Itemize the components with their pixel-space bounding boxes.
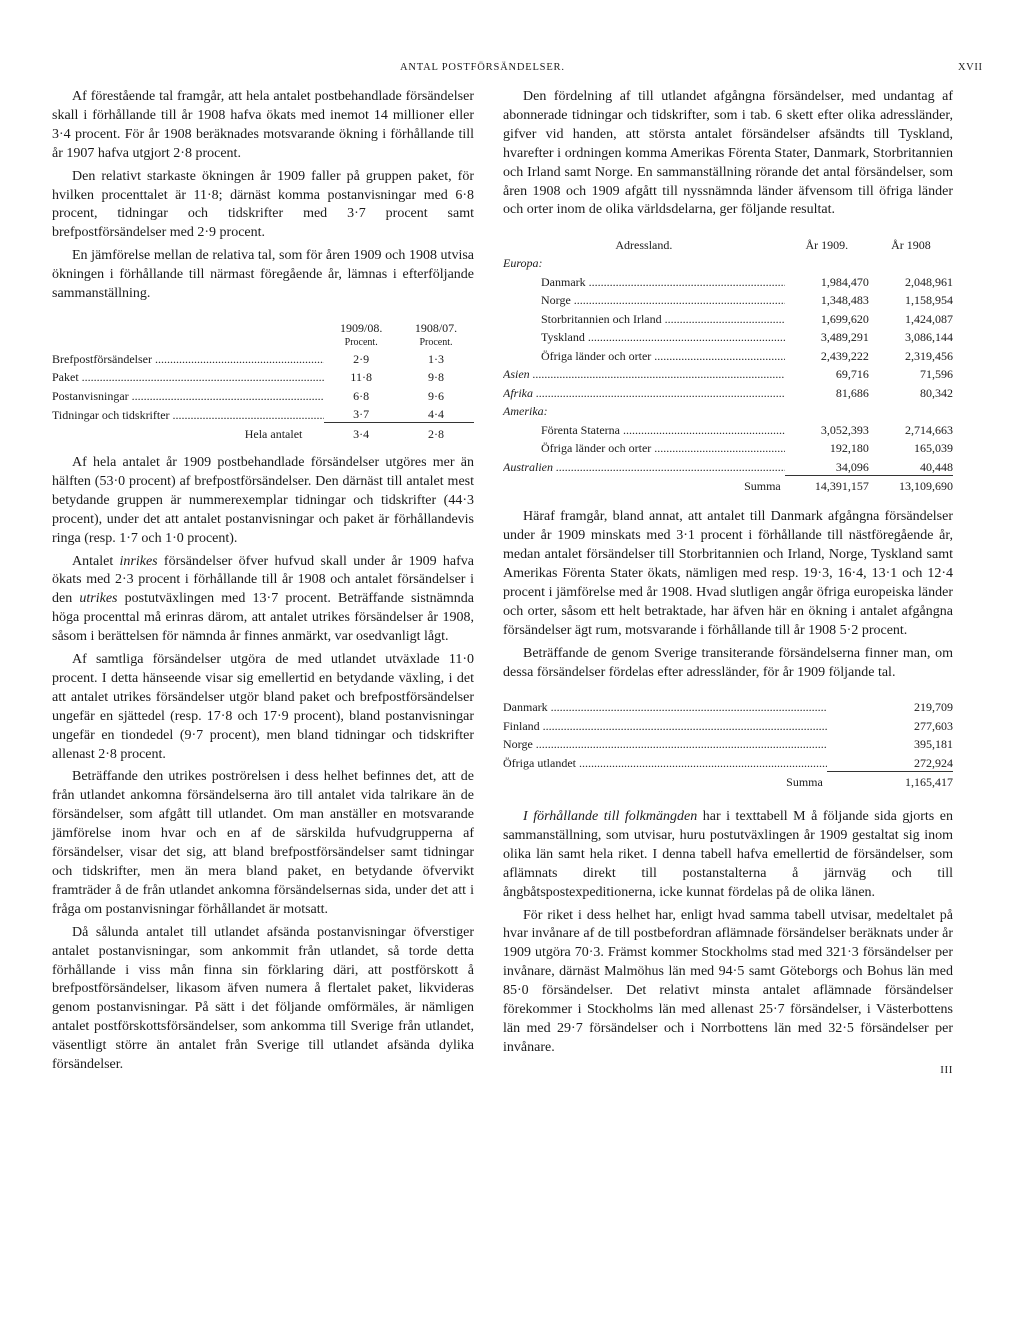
cell: 11·8: [350, 370, 372, 385]
column-header: År 1909.: [805, 237, 849, 252]
cell: 2,714,663: [905, 422, 953, 437]
row-label: Danmark .....: [503, 271, 785, 290]
row-label: Danmark .....: [503, 697, 827, 716]
cell: 1,424,087: [905, 311, 953, 326]
cell: 192,180: [829, 441, 869, 456]
row-label: Förenta Staterna .....: [503, 419, 785, 438]
cell: 9·8: [427, 370, 444, 385]
cell: 2,319,456: [905, 348, 953, 363]
cell: 40,448: [920, 459, 953, 474]
cell: 395,181: [914, 737, 953, 751]
row-label: Postanvisningar .....: [52, 385, 324, 404]
paragraph: Af förestående tal framgår, att hela antalet postbehandlade försändelser skall i förhållande till år 1908 hafva ökats med inemot 14 millioner eller 3·4 procent. För år 1908 beräknades motsvarande ökning i förhållande till år 1907 hafva utgjort 2·8 procent.: [52, 89, 474, 161]
row-label: Norge .....: [503, 734, 827, 753]
cell: 3·7: [353, 407, 370, 422]
total-label: Summa: [786, 775, 823, 789]
cell: 1,699,620: [820, 311, 869, 326]
column-header: 1909/08.: [340, 321, 383, 336]
cell: 13,109,690: [869, 475, 953, 494]
page-header: [0, 62, 1024, 82]
table-row: [503, 345, 953, 364]
percent-table: [52, 318, 474, 442]
region-label: Europa:: [503, 256, 543, 271]
paragraph: En jämförelse mellan de relativa tal, som för åren 1909 och 1908 utvisa ökningen i förhållande till närmast föregående år, lämnas i efterföljande sammanställning.: [52, 248, 474, 302]
cell: 4·4: [427, 407, 444, 422]
row-label: Öfriga länder och orter .....: [503, 438, 785, 457]
region-label: Amerika:: [503, 404, 548, 419]
cell: 9·6: [427, 388, 444, 403]
row-label: Norge .....: [503, 290, 785, 309]
column-header: År 1908: [891, 237, 931, 252]
cell: 6·8: [353, 388, 370, 403]
column-header: Adressland.: [615, 237, 673, 252]
cell: 81,686: [835, 385, 869, 400]
table-row: [503, 715, 953, 734]
total-row: [503, 475, 953, 494]
left-column: [52, 88, 474, 1075]
cell: 3·4: [324, 423, 398, 442]
paragraph: Då sålunda antalet till utlandet afsända postanvisningar öfverstiger antalet postanvisningar, som ankommit från utlandet, så torde detta förhållande i viss mån finna sin förklaring däri, att postförskott å brefpostförsändelser, likasom äfven numera å flertalet paket, likvideras genom postanvisningar. På sätt i det följande omförmäles, är nämligen antalet postförskottsförsändelser, som ankomma till Sverige från utlandet, väsentligt större än antalet från Sverige till utlandet afsända dylika försändelser.: [52, 924, 474, 1073]
table-row: [52, 385, 474, 404]
total-row: [52, 423, 474, 442]
paragraph: Beträffande den utrikes poströrelsen i dess helhet befinnes det, att de från utlandet ankomna försändelserna äro till antalet vida talrikare än de försändelser, som afgått till utlandet. Om man anställer en motsvarande jämförelse inom hvar och en af de särskilda hufvudgrupperna af försändelser, visar det sig, att bland brefpostförsändelser samt tidningar och tidskrifter, men än mera bland paket, en betydande öfvervikt framträder å de från utlandet ankomna försändelsernas sida, under det att i fråga om postanvisningar förhållandet är motsatt.: [52, 769, 474, 917]
cell: 1·3: [427, 351, 444, 366]
cell: 219,709: [914, 700, 953, 714]
table-row: [52, 348, 474, 367]
cell: 1,165,417: [827, 771, 953, 790]
table-row: [503, 327, 953, 346]
cell: 14,391,157: [785, 475, 869, 494]
region-label: Afrika .....: [503, 382, 785, 401]
table-row: [503, 734, 953, 753]
table-row: [503, 697, 953, 716]
paragraph: Antalet inrikes försändelser öfver hufvud skall under år 1909 hafva ökats med 2·3 procent i förhållande till år 1908 och antalet försändelser i den utrikes postutväxlingen med 13·7 procent. Beträffande sistnämnda höga procenttal må erinras därom, att antalet utrikes försändelser år 1908, såsom i berättelsen för nämnda år finnes anmärkt, var osedvanligt lågt.: [52, 553, 474, 645]
cell: 2·9: [353, 351, 370, 366]
region-label: Asien .....: [503, 364, 785, 383]
running-title: ANTAL POSTFÖRSÄNDELSER.: [400, 62, 565, 73]
table-row: [503, 752, 953, 771]
row-label: Öfriga länder och orter .....: [503, 345, 785, 364]
cell: 69,716: [835, 367, 869, 382]
cell: 71,596: [920, 367, 953, 382]
cell: 34,096: [835, 459, 869, 474]
paragraph: Den fördelning af till utlandet afgångna försändelser, med undantag af abonnerade tidningar och tidskrifter, som i tab. 6 skett efter olika adressländer, gifver vid handen, att största antalet försändelser afsändts till Tyskland, hvarefter i ordningen komma Amerikas Förenta Stater, Danmark, Storbritannien och Irland samt Norge. En sammanställning rörande det antal försändelser, som åren 1908 och 1909 afgått till nyssnämnda länder äfvensom till öfriga länder och orter inom de olika världsdelarna, ger följande resultat.: [503, 89, 953, 218]
table-row: [503, 456, 953, 475]
cell: 272,924: [914, 755, 953, 770]
cell: 3,489,291: [820, 330, 869, 345]
row-label: Paket .....: [52, 367, 324, 386]
cell: 2,048,961: [905, 274, 953, 289]
row-label: Brefpostförsändelser .....: [52, 348, 324, 367]
total-row: [503, 771, 953, 790]
table-row: [503, 308, 953, 327]
paragraph: För riket i dess helhet har, enligt hvad samma tabell utvisar, medeltalet på hvar invånare af de till postbefordran aflämnade försändelser beräknats under år 1909 utgöra 70·3. Främst kommer Stockholms stad med 321·3 försändelser per invånare, därnäst Malmöhus län med 94·5 samt Göteborgs och Bohus län med 85·0 försändelser. Det relativt minsta antalet aflämnade försändelser förekommer i Stockholms län med allenast 25·7 försändelser, i Västerbottens län med 29·7 försändelser och i Norrbottens län med 32·5 försändelser per invånare.: [503, 907, 953, 1055]
row-label: Tyskland .....: [503, 327, 785, 346]
row-label: Finland .....: [503, 715, 827, 734]
paragraph: I förhållande till folkmängden har i texttabell M å följande sida gjorts en sammanställning, som utvisar, huru postutväxlingen år 1909 gestaltat sig inom olika län samt hela riket. I denna tabell hafva emellertid de försändelser, som aflämnats direkt till postanstalterna å järnväg och till ångbåtspostexpeditionerna, icke kunnat fördelas på de olika länen.: [503, 809, 953, 900]
cell: 165,039: [914, 441, 953, 456]
cell: 1,158,954: [905, 293, 953, 308]
row-label: Öfriga utlandet .....: [503, 752, 827, 771]
transit-table: [503, 697, 953, 791]
region-label: Australien .....: [503, 456, 785, 475]
footer-numeral: III: [940, 1063, 953, 1076]
cell: 2,439,222: [820, 348, 869, 363]
cell: 1,984,470: [820, 274, 869, 289]
page-numeral: XVII: [958, 62, 983, 73]
table-row: [503, 364, 953, 383]
cell: 80,342: [920, 385, 953, 400]
cell: 1,348,483: [820, 293, 869, 308]
paragraph: Beträffande de genom Sverige transiterande försändelserna finner man, om dessa försändelser fördelas efter adressländer, för år 1909 följande tal.: [503, 645, 953, 680]
table-row: [503, 438, 953, 457]
table-row: [503, 271, 953, 290]
paragraph: Häraf framgår, bland annat, att antalet till Danmark afgångna försändelser under år 1909 minskats med 3·1 procent i förhållande till nästföregående år, medan antalet försändelser till Storbritannien och Irland, Norge, Tyskland samt Amerikas Förenta Stater ökats, nämligen med resp. 19·3, 16·4, 13·1 och 12·4 procent i jämförelse med år 1908. Hvad slutligen angår öfriga europeiska länder och orter, såsom ett helt betraktade, har äfven här en ökning i antalet afgångna försändelser ägt rum, motsvarande i förhållande till år 1908 5·2 procent.: [503, 509, 953, 638]
total-label: Summa: [744, 479, 781, 494]
table-row: [503, 382, 953, 401]
paragraph: Af hela antalet år 1909 postbehandlade försändelser utgöres mer än hälften (53·0 procent) af brefpostförsändelser. Den därnäst till antalet mest betydande gruppen är nummerexemplar tidningar och tidskrifter (44·3 procent), under det att antalet postanvisningar och paket är förhållandevis ringa (resp. 1·7 och 1·0 procent).: [52, 454, 474, 546]
row-label: Tidningar och tidskrifter .....: [52, 404, 324, 423]
country-table: [503, 234, 953, 494]
row-label: Storbritannien och Irland .....: [503, 308, 785, 327]
cell: 2·8: [398, 423, 474, 442]
right-column: [503, 88, 953, 1076]
cell: 3,086,144: [905, 330, 953, 345]
paragraph: Den relativt starkaste ökningen år 1909 faller på gruppen paket, för hvilken procenttalet är 11·8; därnäst komma postanvisningar med 6·8 procent, tidningar och tidskrifter med 3·7 procent samt brefpostförsändelser med 2·9 procent.: [52, 168, 474, 241]
cell: 277,603: [914, 718, 953, 733]
cell: 3,052,393: [820, 422, 869, 437]
column-unit: Procent.: [344, 337, 378, 349]
table-row: [52, 404, 474, 423]
total-label: Hela antalet: [244, 426, 303, 441]
column-unit: Procent.: [419, 337, 453, 349]
table-row: [52, 367, 474, 386]
paragraph: Af samtliga försändelser utgöra de med utlandet utväxlade 11·0 procent. I detta hänseende visar sig emellertid en betydande växling, i det att antalet utrikes försändelser utgör bland paket och brefpostförsändelser ungefär en sjättedel (resp. 17·8 och 17·9 procent), bland postanvisningar ungefär en tiondedel (9·7 procent), men bland tidningar och tidskrifter allenast 2·8 procent.: [52, 652, 474, 762]
table-row: [503, 290, 953, 309]
table-row: [503, 419, 953, 438]
column-header: 1908/07.: [414, 321, 458, 336]
